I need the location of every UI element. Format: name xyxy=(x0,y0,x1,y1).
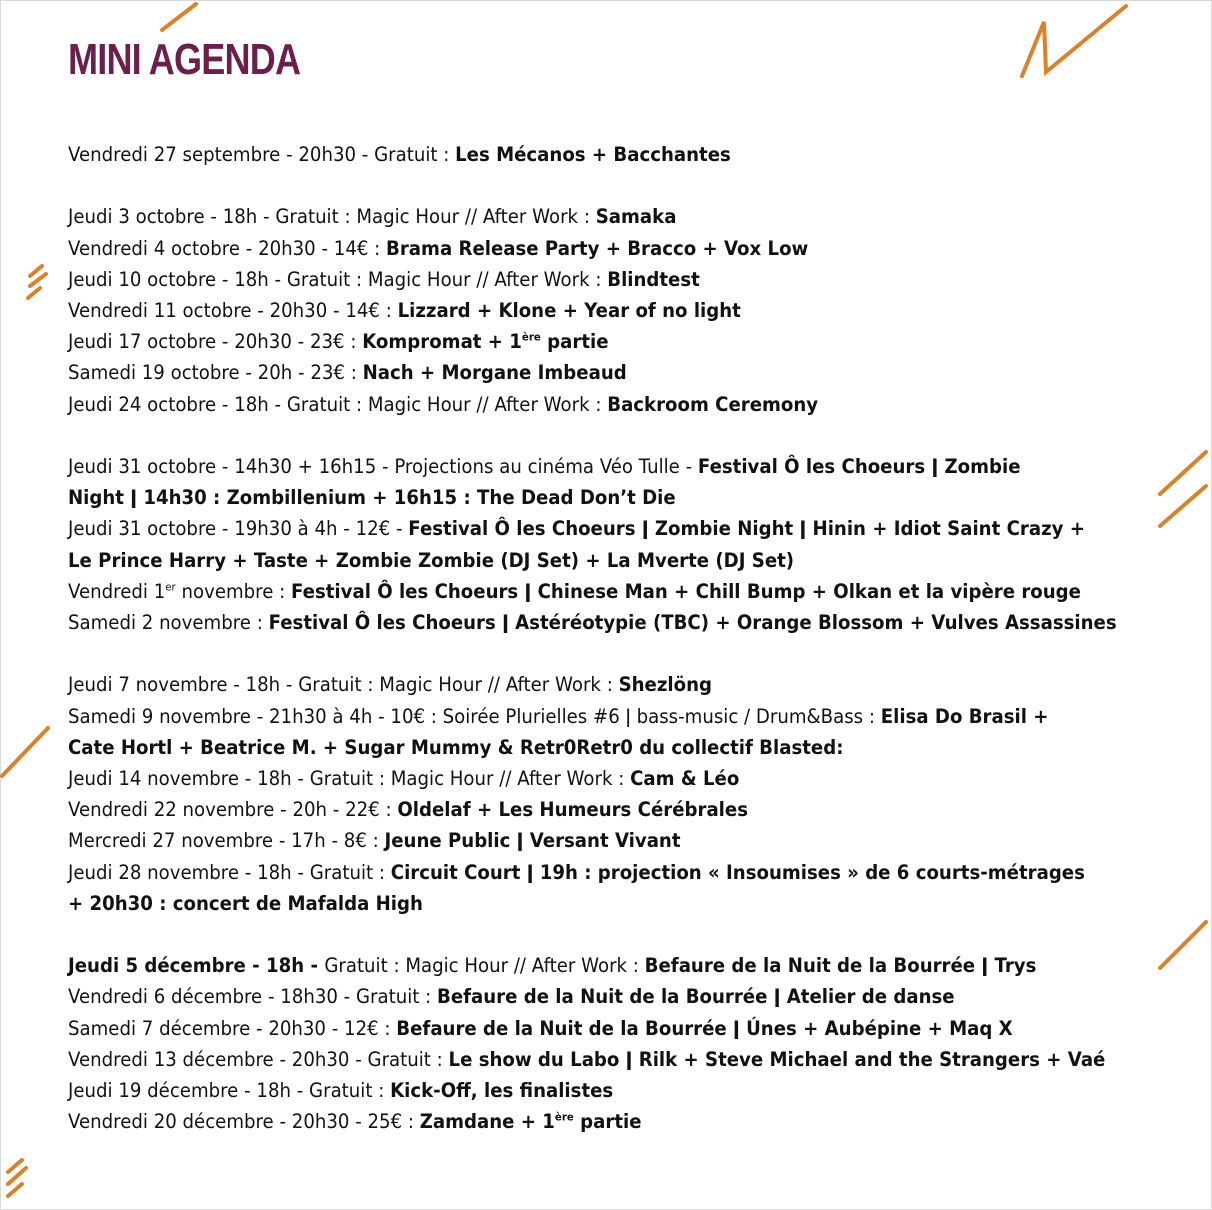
entry-highlight: Le show du Labo ǀ Rilk + Steve Michael and the Strangers + Vaé xyxy=(448,1047,1106,1071)
entry-highlight: Festival Ô les Choeurs ǀ Zombie Night ǀ Hinin + Idiot Saint Crazy + xyxy=(408,517,1085,541)
entry-text: Samedi 19 octobre - 20h - 23€ : xyxy=(68,361,363,385)
group-spacer xyxy=(68,919,1193,950)
entry-highlight: Le Prince Harry + Taste + Zombie Zombie (DJ Set) + La Mverte (DJ Set) xyxy=(68,548,795,572)
entry-text: er xyxy=(165,580,176,594)
agenda-entry xyxy=(68,545,1114,576)
agenda-entry xyxy=(68,357,1114,388)
entry-text: Vendredi 20 décembre - 20h30 - 25€ : xyxy=(68,1110,420,1134)
agenda-entry xyxy=(68,701,1114,732)
entry-text: Vendredi 4 octobre - 20h30 - 14€ : xyxy=(68,236,387,260)
page-title: MINI AGENDA xyxy=(68,35,301,84)
entry-text: Jeudi 14 novembre - 18h - Gratuit : Magic Hour // After Work : xyxy=(68,767,631,791)
entry-text: Jeudi 24 octobre - 18h - Gratuit : Magic Hour // After Work : xyxy=(68,392,608,416)
entry-highlight: ère xyxy=(554,1110,574,1124)
entry-highlight: Elisa Do Brasil + xyxy=(880,704,1049,728)
entry-highlight: Festival Ô les Choeurs ǀ Chinese Man + Chill Bump + Olkan et la vipère rouge xyxy=(291,579,1081,603)
agenda-entry xyxy=(68,763,1114,794)
entry-text: Vendredi 6 décembre - 18h30 - Gratuit : xyxy=(68,985,437,1009)
agenda-entry xyxy=(68,950,1114,981)
agenda-entry xyxy=(68,451,1114,482)
agenda-entry xyxy=(68,389,1114,420)
entry-highlight: Kompromat + 1 xyxy=(362,330,522,354)
entry-highlight: Befaure de la Nuit de la Bourrée ǀ Atelier de danse xyxy=(436,985,955,1009)
entry-highlight: partie xyxy=(540,330,609,354)
agenda-entry xyxy=(68,1106,1114,1137)
group-spacer xyxy=(68,170,1193,201)
entry-text: Gratuit : Magic Hour // After Work : xyxy=(324,954,645,978)
entry-text: Jeudi 31 octobre - 14h30 + 16h15 - Projections au cinéma Véo Tulle - xyxy=(68,455,698,478)
entry-highlight: Festival Ô les Choeurs ǀ Zombie xyxy=(697,455,1021,478)
entry-highlight: Lizzard + Klone + Year of no light xyxy=(397,299,741,322)
entry-highlight: Oldelaf + Les Humeurs Cérébrales xyxy=(397,798,749,822)
agenda-entry xyxy=(68,732,1114,763)
agenda-entry xyxy=(68,326,1114,357)
entry-highlight: partie xyxy=(573,1110,642,1134)
agenda-entry xyxy=(68,1013,1114,1044)
entry-text: Jeudi 19 décembre - 18h - Gratuit : xyxy=(68,1079,391,1103)
agenda-entry xyxy=(68,201,1114,232)
entry-highlight: Befaure de la Nuit de la Bourrée ǀ Únes + Aubépine + Maq X xyxy=(396,1016,1013,1040)
entry-highlight: Jeune Public ǀ Versant Vivant xyxy=(384,829,681,853)
entry-highlight: Zamdane + 1 xyxy=(419,1110,555,1134)
entry-text: Jeudi 10 octobre - 18h - Gratuit : Magic Hour // After Work : xyxy=(68,267,608,291)
entry-text: Samedi 9 novembre - 21h30 à 4h - 10€ : Soirée Plurielles #6 ǀ bass-music / Drum&Bass : xyxy=(68,704,881,728)
agenda-entry xyxy=(68,233,1114,264)
entry-highlight: ère xyxy=(521,330,541,344)
entry-highlight: Brama Release Party + Bracco + Vox Low xyxy=(386,236,809,260)
agenda-entry xyxy=(68,981,1114,1012)
agenda-entry xyxy=(68,794,1114,825)
entry-highlight: Les Mécanos + Bacchantes xyxy=(455,143,731,166)
agenda-entry xyxy=(68,295,1114,326)
entry-highlight: Cate Hortl + Beatrice M. + Sugar Mummy & Retr0Retr0 du collectif Blasted: xyxy=(68,735,844,759)
entry-text: Vendredi 11 octobre - 20h30 - 14€ : xyxy=(68,299,398,322)
entry-highlight: Shezlöng xyxy=(618,673,712,697)
entry-text: Vendredi 22 novembre - 20h - 22€ : xyxy=(68,798,398,822)
agenda-entry xyxy=(68,139,1114,170)
entry-text: Jeudi 7 novembre - 18h - Gratuit : Magic Hour // After Work : xyxy=(68,673,619,697)
entry-text: novembre : xyxy=(175,579,292,603)
agenda-entry xyxy=(68,513,1114,544)
agenda-entry xyxy=(68,482,1114,513)
entry-text: Jeudi 31 octobre - 19h30 à 4h - 12€ - xyxy=(68,517,409,541)
entry-highlight: Befaure de la Nuit de la Bourrée ǀ Trys xyxy=(644,954,1037,978)
entry-highlight: Samaka xyxy=(595,205,677,229)
agenda-list xyxy=(68,139,1193,1137)
agenda-entry xyxy=(68,1075,1114,1106)
agenda-entry xyxy=(68,857,1114,888)
group-spacer xyxy=(68,638,1193,669)
entry-highlight: Blindtest xyxy=(607,267,700,291)
entry-text: Jeudi 28 novembre - 18h - Gratuit : xyxy=(68,860,391,884)
entry-text: Jeudi 17 octobre - 20h30 - 23€ : xyxy=(68,330,363,354)
agenda-entry xyxy=(68,825,1114,856)
entry-text: Jeudi 3 octobre - 18h - Gratuit : Magic Hour // After Work : xyxy=(68,205,596,229)
entry-highlight: Circuit Court ǀ 19h : projection « Insoumises » de 6 courts-métrages xyxy=(390,860,1085,884)
entry-highlight: Kick-Off, les finalistes xyxy=(390,1079,614,1103)
entry-text: Samedi 2 novembre : xyxy=(68,611,269,635)
agenda-entry xyxy=(68,264,1114,295)
entry-text: Vendredi 27 septembre - 20h30 - Gratuit : xyxy=(68,143,456,166)
group-spacer xyxy=(68,420,1193,451)
entry-highlight: Jeudi 5 décembre - 18h - xyxy=(68,954,325,978)
agenda-entry xyxy=(68,576,1114,607)
agenda-entry xyxy=(68,607,1117,638)
entry-highlight: Nach + Morgane Imbeaud xyxy=(362,361,627,385)
entry-highlight: + 20h30 : concert de Mafalda High xyxy=(68,891,423,915)
entry-highlight: Cam & Léo xyxy=(630,767,740,791)
agenda-entry xyxy=(68,888,1114,919)
entry-text: Vendredi 13 décembre - 20h30 - Gratuit : xyxy=(68,1047,449,1071)
entry-text: Mercredi 27 novembre - 17h - 8€ : xyxy=(68,829,385,853)
entry-highlight: Night ǀ 14h30 : Zombillenium + 16h15 : The Dead Don’t Die xyxy=(68,486,676,510)
entry-highlight: Backroom Ceremony xyxy=(607,392,819,416)
entry-highlight: Festival Ô les Choeurs ǀ Astéréotypie (TBC) + Orange Blossom + Vulves Assassines xyxy=(268,611,1117,635)
entry-text: Samedi 7 décembre - 20h30 - 12€ : xyxy=(68,1016,397,1040)
entry-text: Vendredi 1 xyxy=(68,579,166,603)
agenda-entry xyxy=(68,1044,1114,1075)
agenda-entry xyxy=(68,669,1114,700)
